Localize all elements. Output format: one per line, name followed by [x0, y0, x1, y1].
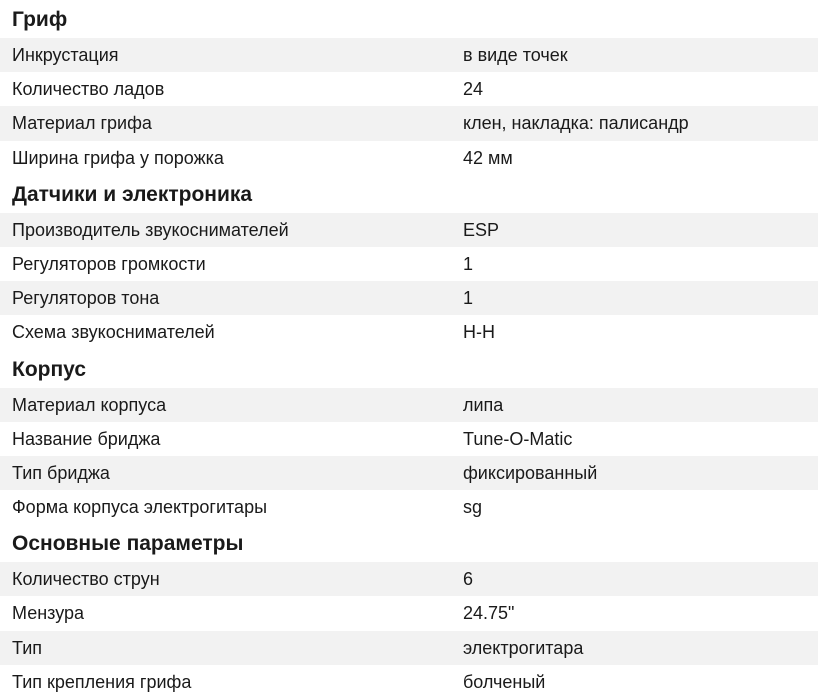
spec-value: 1: [463, 253, 474, 274]
spec-row: [0, 665, 818, 699]
spec-row: [0, 315, 818, 349]
spec-value: 24.75": [463, 603, 515, 624]
spec-label: Производитель звукоснимателей: [12, 219, 289, 240]
spec-row: [0, 490, 818, 524]
spec-value: электрогитара: [463, 637, 584, 658]
spec-value: 6: [463, 569, 474, 590]
spec-label: Количество струн: [12, 569, 160, 590]
spec-row: [0, 596, 818, 630]
spec-row: [0, 422, 818, 456]
spec-row: [0, 72, 818, 106]
spec-label: Ширина грифа у порожка: [12, 147, 224, 168]
spec-row: [0, 141, 818, 175]
spec-value: sg: [463, 497, 483, 518]
section-title: Датчики и электроника: [12, 182, 253, 206]
spec-label: Тип: [12, 637, 43, 658]
spec-row: [0, 631, 818, 665]
spec-row: [0, 247, 818, 281]
spec-value: клен, накладка: палисандр: [463, 113, 689, 134]
spec-label: Материал грифа: [12, 113, 152, 134]
spec-value: 24: [463, 79, 484, 100]
spec-label: Название бриджа: [12, 428, 161, 449]
spec-row: [0, 106, 818, 140]
spec-row: [0, 213, 818, 247]
section-title: Основные параметры: [12, 532, 244, 556]
spec-row: [0, 388, 818, 422]
spec-label: Тип бриджа: [12, 462, 110, 483]
spec-label: Инкрустация: [12, 45, 119, 65]
spec-label: Тип крепления грифа: [12, 671, 192, 692]
spec-row: [0, 456, 818, 490]
spec-label: Регуляторов громкости: [12, 253, 206, 274]
spec-value: 1: [463, 288, 474, 309]
spec-value: фиксированный: [463, 462, 598, 483]
spec-label: Количество ладов: [12, 79, 165, 100]
section-title: Корпус: [12, 357, 86, 381]
spec-value: липа: [463, 394, 504, 415]
spec-row: [0, 38, 818, 72]
spec-label: Материал корпуса: [12, 394, 167, 415]
spec-label: Форма корпуса электрогитары: [12, 497, 268, 518]
spec-value: H-H: [463, 322, 495, 343]
spec-value: Tune-O-Matic: [463, 428, 573, 449]
spec-label: Схема звукоснимателей: [12, 322, 215, 343]
spec-label: Регуляторов тона: [12, 288, 160, 309]
spec-value: ESP: [463, 219, 500, 240]
spec-row: [0, 562, 818, 596]
spec-value: в виде точек: [463, 45, 568, 65]
spec-value: 42 мм: [463, 147, 513, 168]
spec-row: [0, 281, 818, 315]
section-title: Гриф: [12, 8, 68, 31]
spec-label: Мензура: [12, 603, 85, 624]
spec-value: болченый: [463, 671, 546, 692]
